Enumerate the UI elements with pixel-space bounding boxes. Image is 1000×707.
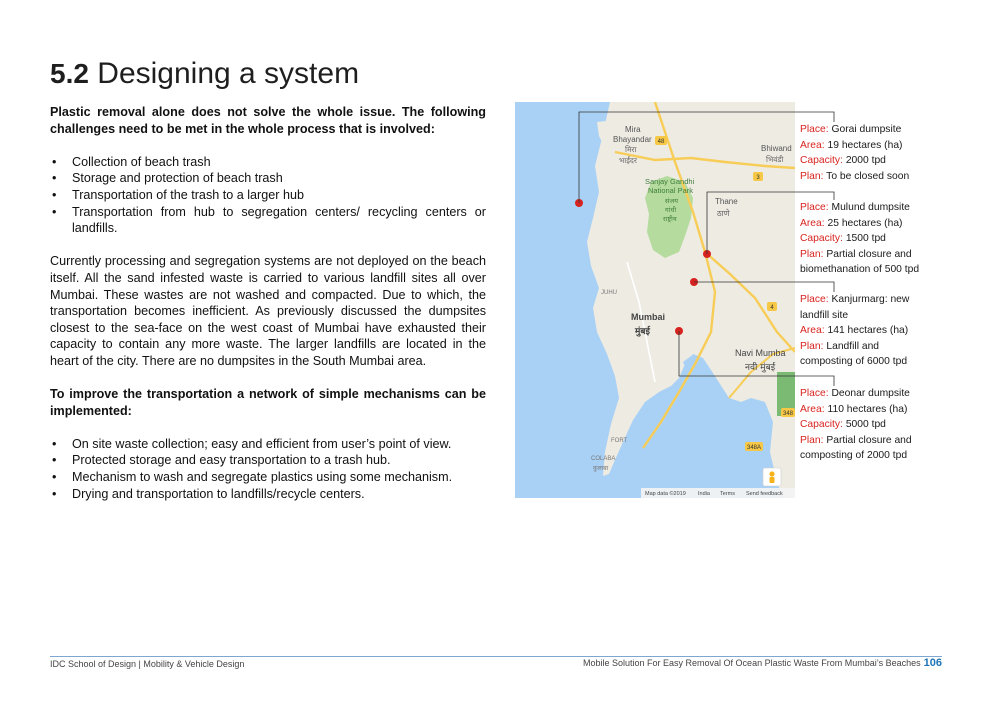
list-item: • Transportation from hub to segregation centers/ recycling centers or landfills.	[50, 204, 486, 237]
mechanisms-list	[50, 436, 486, 502]
pegman-icon-body	[770, 477, 775, 483]
map-road-shield-label: 4	[770, 305, 774, 311]
capacity-value: 5000 tpd	[845, 419, 886, 430]
footer-project	[583, 657, 942, 669]
map-label-bhayandar: Bhayandar	[613, 135, 652, 144]
map-label-navi-mumbai: Navi Mumba	[735, 348, 786, 358]
map-road-shield-label: 3	[756, 175, 760, 181]
plan-label: Plan:	[800, 170, 824, 182]
map-attribution: Map data ©2019	[645, 491, 686, 497]
deonar-callout	[800, 386, 960, 464]
map-label-colaba: COLABA	[591, 456, 616, 462]
map-terms-link[interactable]: Terms	[720, 491, 735, 497]
area-label: Area:	[800, 403, 825, 415]
list-item: • Transportation of the trash to a larger hub	[50, 187, 486, 204]
map-label-park-1: Sanjay Gandhi	[645, 177, 695, 186]
map-label-fort: FORT	[611, 438, 628, 444]
plan-value: Partial closure and	[826, 434, 912, 446]
plan-value: Partial closure and	[826, 248, 912, 260]
map-label-navi-mumbai-dev: नवी मुंबई	[745, 363, 776, 373]
area-label: Area:	[800, 217, 825, 229]
capacity-value: 1500 tpd	[845, 233, 886, 244]
map-label-mumbai: Mumbai	[631, 312, 666, 322]
map-label-park-2: National Park	[648, 186, 694, 195]
plan-label: Plan:	[800, 340, 824, 352]
area-label: Area:	[800, 325, 825, 336]
map-label-juhu: JUHU	[601, 290, 617, 296]
footer-project-title: Mobile Solution For Easy Removal Of Ocean Plastic Waste From Mumbai’s Beaches	[583, 658, 921, 668]
capacity-label: Capacity:	[800, 233, 843, 244]
gorai-marker	[575, 199, 583, 207]
plan-value-continued: biomethanation of 500 tpd	[800, 264, 920, 275]
page-number: 106	[923, 657, 942, 669]
intro-paragraph: Plastic removal alone does not solve the whole issue. The following challenges need to be met in the whole process that is involved:	[50, 105, 486, 136]
plan-value-continued: composting of 6000 tpd	[800, 356, 908, 367]
map-feedback-link[interactable]: Send feedback	[746, 491, 783, 497]
mulund-marker	[703, 250, 711, 258]
gorai-callout	[800, 122, 960, 184]
pegman-icon	[769, 471, 774, 476]
plan-label: Plan:	[800, 434, 824, 446]
footer-institution: IDC School of Design | Mobility & Vehicle Design	[50, 659, 245, 669]
section-heading	[50, 52, 359, 96]
map-label-park-dev-3: राष्ट्रीय	[663, 215, 677, 223]
map-label-mumbai-dev: मुंबई	[635, 327, 650, 337]
plan-value-continued: composting of 2000 tpd	[800, 450, 908, 461]
map-label-thane-dev: ठाणे	[717, 209, 730, 218]
place-value: Gorai dumpsite	[831, 124, 902, 135]
place-label: Place:	[800, 124, 829, 135]
mulund-callout	[800, 200, 960, 278]
map-road-shield-label: 348	[782, 411, 794, 417]
map-label-bhayandar-dev: भाईंदर	[619, 156, 637, 165]
place-label: Place:	[800, 202, 829, 213]
list-item: • On site waste collection; easy and efficient from user’s point of view.	[50, 436, 486, 453]
capacity-label: Capacity:	[800, 155, 843, 166]
area-label: Area:	[800, 139, 825, 151]
map-label-park-dev-2: गांधी	[665, 206, 677, 214]
map-label-bhiwandi-dev: भिवंडी	[766, 155, 784, 164]
deonar-marker	[675, 327, 683, 335]
list-item: • Drying and transportation to landfills/recycle centers.	[50, 486, 486, 503]
kanjurmarg-marker	[690, 278, 698, 286]
section-number: 5.2	[50, 58, 89, 89]
map-label-colaba-dev: कुलाबा	[593, 465, 609, 472]
area-value: 110 hectares (ha)	[827, 403, 908, 415]
list-item: • Protected storage and easy transportation to a trash hub.	[50, 452, 486, 469]
list-item: • Mechanism to wash and segregate plastics using some mechanism.	[50, 469, 486, 486]
area-value: 141 hectares (ha)	[827, 325, 909, 336]
map-label-park-dev-1: संजय	[665, 197, 678, 205]
list-item: • Storage and protection of beach trash	[50, 170, 486, 187]
plan-label: Plan:	[800, 248, 824, 260]
improve-heading: To improve the transportation a network of simple mechanisms can be implemented:	[50, 387, 486, 418]
place-value: Mulund dumpsite	[831, 202, 910, 213]
area-value: 25 hectares (ha)	[827, 217, 903, 229]
plan-value: To be closed soon	[826, 170, 910, 182]
map-road-shield-label: 48	[657, 139, 665, 145]
challenges-list	[50, 154, 486, 237]
place-label: Place:	[800, 388, 829, 399]
list-item: • Collection of beach trash	[50, 154, 486, 171]
map-label-thane: Thane	[715, 197, 738, 206]
place-label: Place:	[800, 294, 829, 305]
kanjurmarg-callout	[800, 292, 960, 370]
map-label-bhiwandi: Bhiwand	[761, 144, 792, 153]
capacity-value: 2000 tpd	[845, 155, 886, 166]
processing-paragraph: Currently processing and segregation systems are not deployed on the beach itself. All the sand infested waste is carried to various landfill sites all over Mumbai. These wastes are not washed and compacted. Due to which, the transportation becomes inefficient. As previously discussed the dumpsites closest to the sea-face on the west coast of Mumbai have exhausted their capacity to contain any more waste. The larger landfills are located in the heart of the city. There are no dumpsites in the South Mumbai area.	[50, 254, 486, 368]
place-value: Deonar dumpsite	[831, 388, 910, 399]
capacity-label: Capacity:	[800, 419, 843, 430]
section-title: Designing a system	[97, 57, 360, 90]
place-value: Kanjurmarg: new	[831, 294, 910, 305]
map-label-mira-dev: मिरा	[625, 145, 637, 154]
mumbai-map	[515, 102, 795, 498]
map-label-mira: Mira	[625, 125, 641, 134]
plan-value: Landfill and	[826, 340, 880, 352]
place-value-continued: landfill site	[800, 309, 849, 321]
map-country-link[interactable]: India	[698, 491, 710, 497]
map-road-shield-label: 348A	[746, 445, 762, 451]
body-text-column	[50, 104, 486, 519]
area-value: 19 hectares (ha)	[827, 139, 903, 151]
